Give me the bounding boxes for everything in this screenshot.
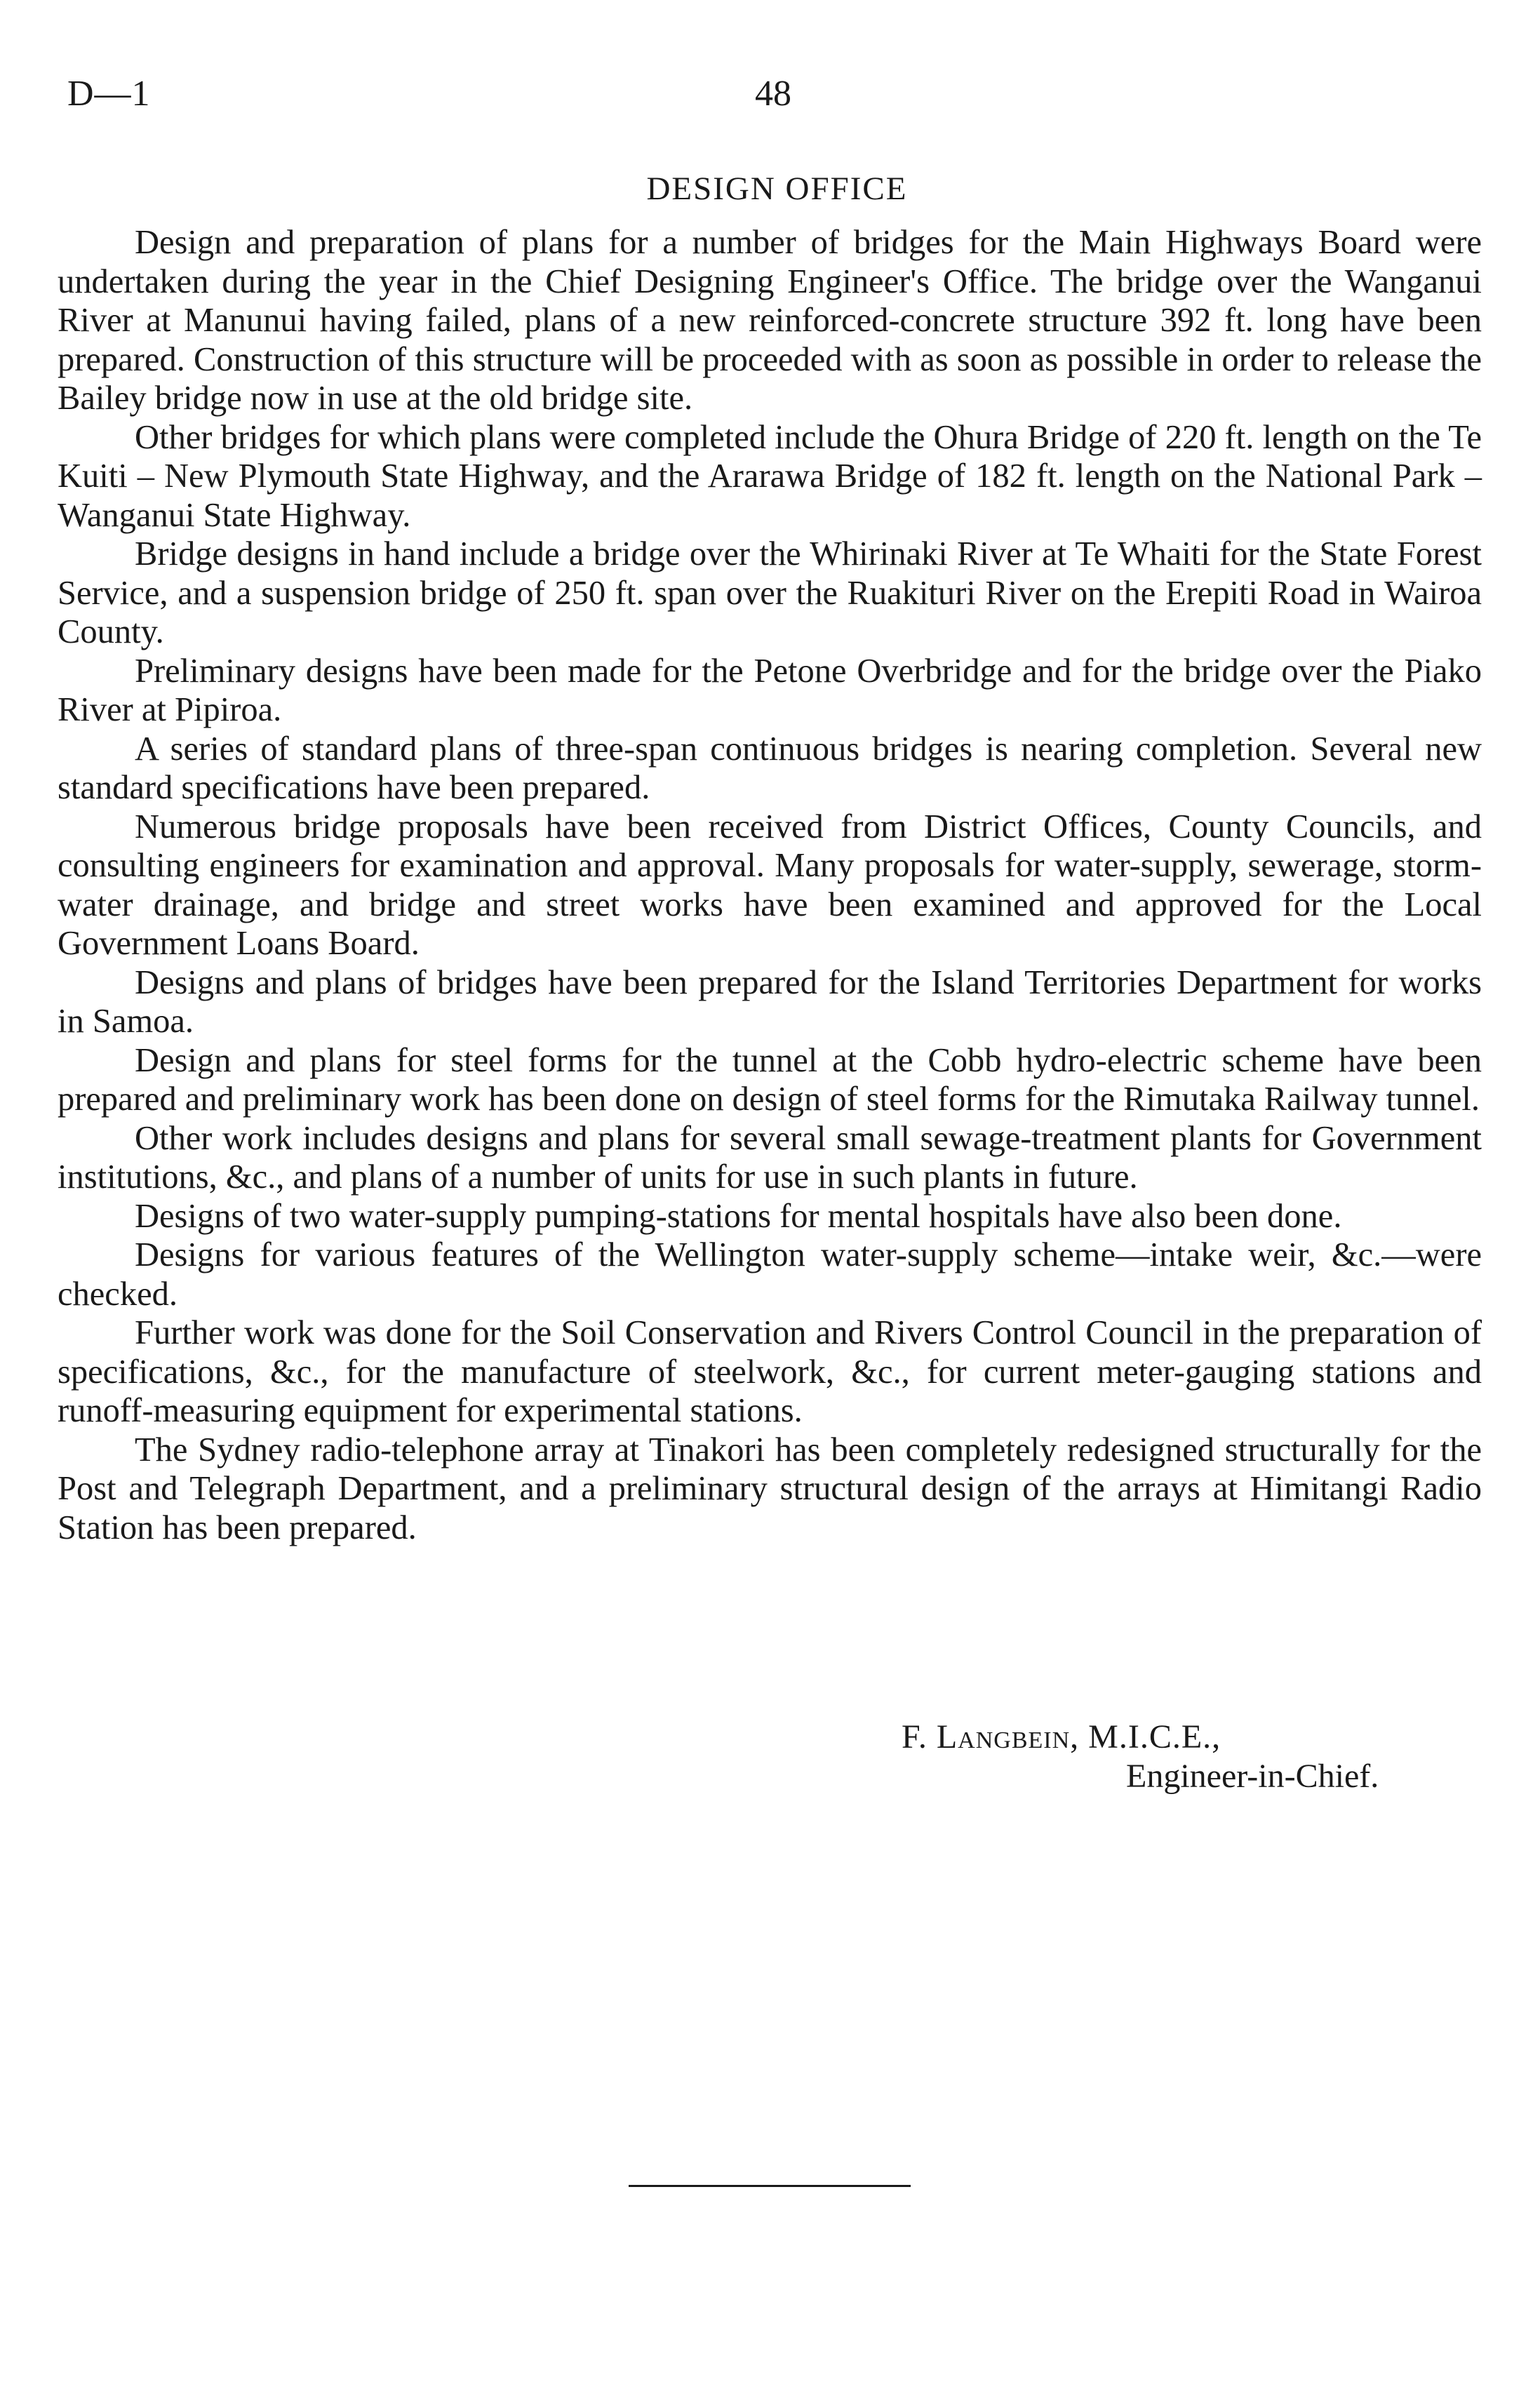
page-header: [67, 73, 1485, 129]
paragraph: Other bridges for which plans were completed include the Ohura Bridge of 220 ft. length on the Te Kuiti – New Plymouth State Highway, and the Ararawa Bridge of 182 ft. length on the National Park – Wanganui State Highway.: [58, 418, 1482, 534]
paragraph: Other work includes designs and plans for several small sewage-treatment plants for Government institutions, &c., and plans of a number of units for use in such plants in future.: [58, 1119, 1482, 1196]
paragraph: The Sydney radio-telephone array at Tinakori has been completely redesigned structurally for the Post and Telegraph Department, and a preliminary structural design of the arrays at Himitangi Radio Station has been prepared.: [58, 1431, 1482, 1546]
paragraph: Design and preparation of plans for a number of bridges for the Main Highways Board were undertaken during the year in the Chief Designing Engineer's Office. The bridge over the Wanganui River at Manunui having failed, plans of a new reinforced-concrete structure 392 ft. long have been prepared. Construction of this structure will be proceeded with as soon as possible in order to release the Bailey bridge now in use at the old bridge site.: [58, 224, 1482, 417]
paragraph: Preliminary designs have been made for the Petone Overbridge and for the bridge over the Piako River at Pipiroa.: [58, 652, 1482, 728]
signatory-name: F. Langbein, M.I.C.E.,: [902, 1718, 1221, 1755]
paragraph: Design and plans for steel forms for the tunnel at the Cobb hydro-electric scheme have been prepared and preliminary work has been done on design of steel forms for the Rimutaka Railway tunnel.: [58, 1041, 1482, 1118]
paragraph: Designs for various features of the Wellington water-supply scheme—intake weir, &c.—were checked.: [58, 1236, 1482, 1313]
body-text: [58, 223, 1482, 1547]
section-title: DESIGN OFFICE: [646, 170, 908, 207]
paragraph: A series of standard plans of three-span continuous bridges is nearing completion. Several new standard specifications have been prepared.: [58, 730, 1482, 806]
closing-rule: [629, 2185, 911, 2187]
paragraph: Designs of two water-supply pumping-stations for mental hospitals have also been done.: [135, 1197, 1342, 1235]
paragraph: Designs and plans of bridges have been prepared for the Island Territories Department for works in Samoa.: [58, 963, 1482, 1040]
signature-block: [902, 1718, 1477, 1796]
paragraph: Further work was done for the Soil Conservation and Rivers Control Council in the preparation of specifications, &c., for the manufacture of steelwork, &c., for current meter-gauging stations and runoff-measuring equipment for experimental stations.: [58, 1314, 1482, 1429]
document-id: D—1: [67, 74, 151, 114]
page-number: 48: [755, 74, 791, 114]
paragraph: Bridge designs in hand include a bridge over the Whirinaki River at Te Whaiti for the State Forest Service, and a suspension bridge of 250 ft. span over the Ruakituri River on the Erepiti Road in Wairoa County.: [58, 535, 1482, 650]
paragraph: Numerous bridge proposals have been received from District Offices, County Councils, and consulting engineers for examination and approval. Many proposals for water-supply, sewerage, storm-water drainage, and bridge and street works have been examined and approved for the Local Government Loans Board.: [58, 808, 1482, 962]
signatory-title: Engineer-in-Chief.: [1126, 1758, 1379, 1795]
